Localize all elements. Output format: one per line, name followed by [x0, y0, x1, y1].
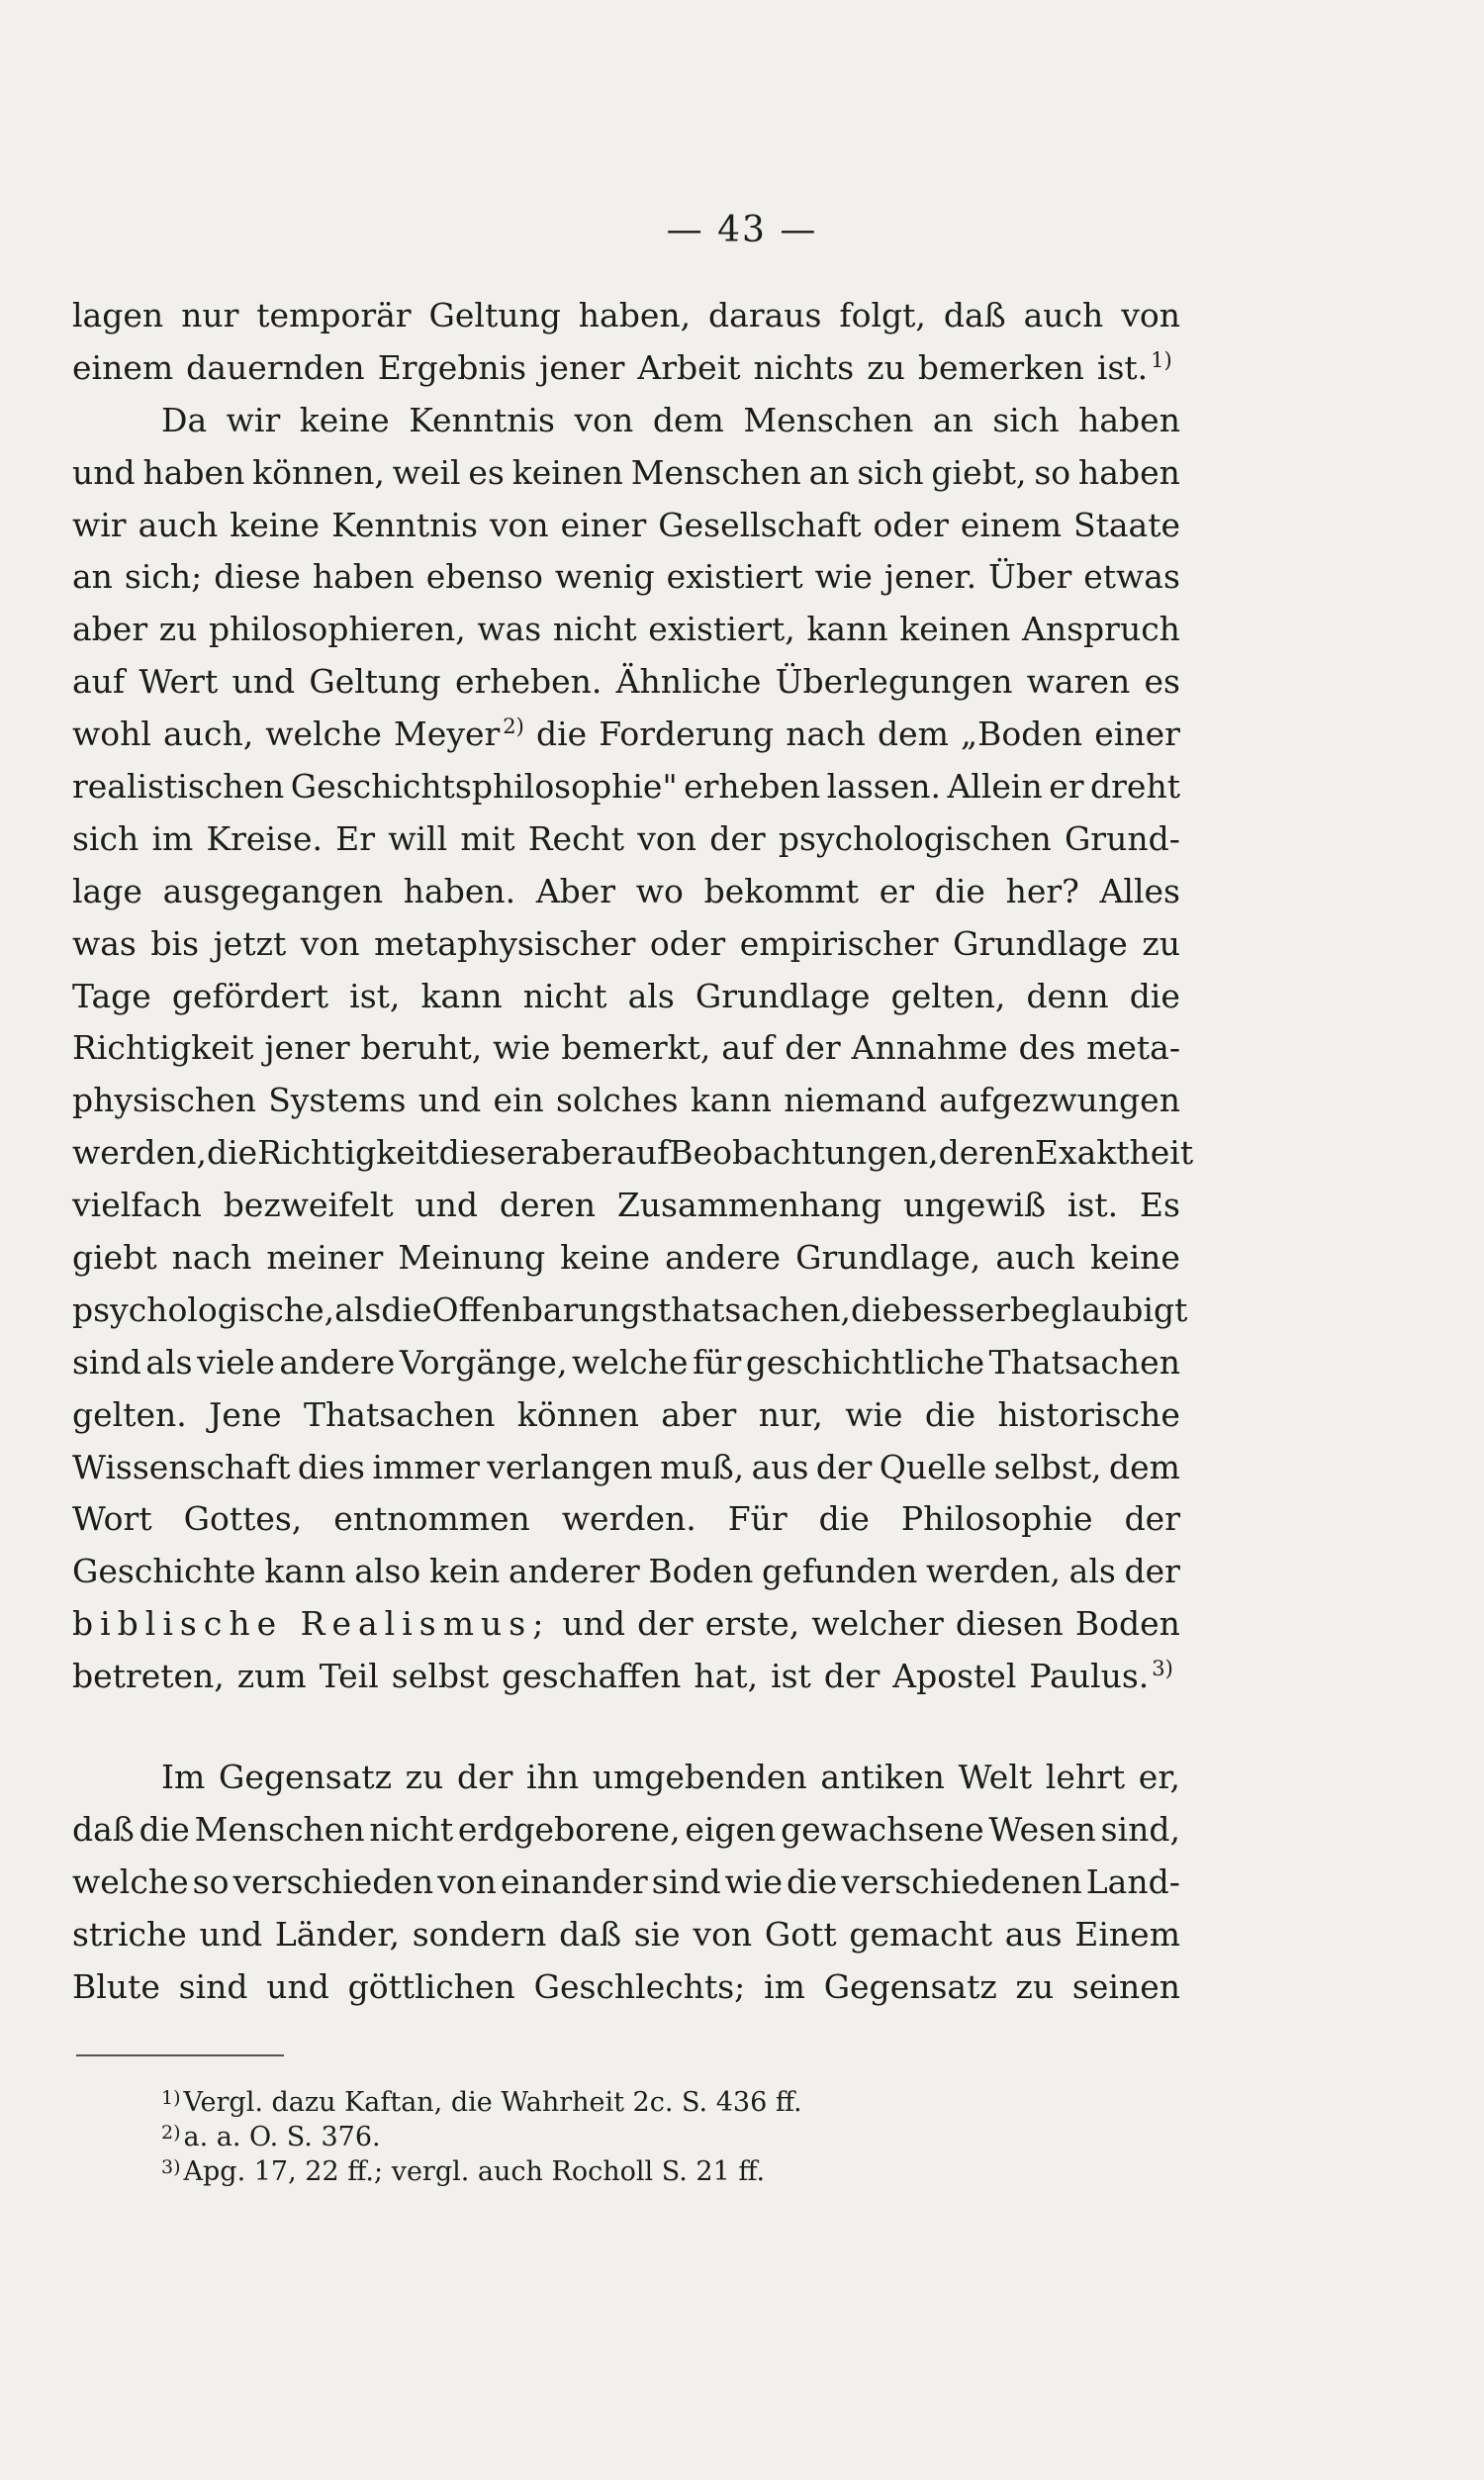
text-line: Wort Gottes, entnommen werden. Für die Philosophie der — [72, 1499, 1180, 1539]
footnote-text: a. a. O. S. 376. — [183, 2122, 381, 2152]
paragraph — [72, 290, 1194, 1703]
footnote-reference: 2) — [503, 715, 524, 739]
footnote-reference: 3) — [1152, 1657, 1173, 1681]
emphasized-text: biblische Realismus; — [72, 1604, 551, 1644]
text-line: giebt nach meiner Meinung keine andere Grundlage, auch keine — [72, 1238, 1180, 1278]
footnote-reference: 1) — [1151, 347, 1172, 372]
footnote-text: Apg. 17, 22 ff.; vergl. auch Rocholl S. 21 ff. — [183, 2156, 766, 2187]
text-line: lagen nur temporär Geltung haben, daraus folgt, daß auch von — [72, 296, 1180, 334]
text-line: wir auch keine Kenntnis von einer Gesellschaft oder einem Staate — [72, 505, 1180, 544]
footnote — [161, 2085, 1151, 2120]
text-line: an sich; diese haben ebenso wenig existiert wie jener. Über etwas — [72, 557, 1180, 597]
text-line: Wissenschaft dies immer verlangen muß, aus der Quelle selbst, dem — [72, 1447, 1180, 1486]
text-line: Richtigkeit jener beruht, wie bemerkt, auf der Annahme des meta- — [72, 1028, 1180, 1068]
text-line: Blute sind und göttlichen Geschlechts; im Gegensatz zu seinen — [72, 1966, 1180, 2006]
text-line: realistischen Geschichtsphilosophie" erheben lassen. Allein er dreht — [72, 767, 1180, 807]
text-line: biblische Realismus; und der erste, welcher diesen Boden — [72, 1598, 1180, 1651]
footnotes — [161, 2085, 1151, 2189]
text-line: vielfach bezweifelt und deren Zusammenhang ungewiß ist. Es — [72, 1186, 1180, 1225]
text-line: sind als viele andere Vorgänge, welche für geschichtliche Thatsachen — [72, 1342, 1180, 1382]
footnote-text: Vergl. dazu Kaftan, die Wahrheit 2c. S. 436 ff. — [183, 2087, 802, 2118]
text-line: und haben können, weil es keinen Menschen an sich giebt, so haben — [72, 452, 1180, 492]
text-line: sich im Kreise. Er will mit Recht von der psychologischen Grund- — [72, 818, 1180, 858]
text-line: wohl auch, welche Meyer $^{2)}$ die Forderung nach dem „Boden einer — [72, 715, 1180, 754]
paragraph — [72, 1752, 1180, 2013]
text-line: was bis jetzt von metaphysischer oder empirischer Grundlage zu — [72, 923, 1180, 963]
footnote — [161, 2154, 1151, 2189]
text-line: auf Wert und Geltung erheben. Ähnliche Überlegungen waren es — [72, 662, 1180, 702]
footnote — [161, 2120, 1151, 2154]
text-line: Im Gegensatz zu der ihn umgebenden antiken Welt lehrt er, — [161, 1758, 1180, 1796]
footnote-mark: 1) — [161, 2087, 181, 2109]
text-line: einem dauernden Ergebnis jener Arbeit nichts zu bemerken ist. $^{1)}$ — [72, 347, 1172, 387]
text-line: welche so verschieden von einander sind wie die verschiedenen Land- — [72, 1861, 1180, 1901]
text-line: werden, die Richtigkeit dieser aber auf Beobachtungen, deren Exaktheit — [72, 1133, 1194, 1173]
text-line: physischen Systems und ein solches kann niemand aufgezwungen — [72, 1081, 1180, 1120]
text-line: lage ausgegangen haben. Aber wo bekommt er die her? Alles — [72, 871, 1180, 910]
text-line: psychologische, als die Offenbarungsthatsachen, die besser beglaubigt — [72, 1289, 1188, 1329]
text-line: betreten, zum Teil selbst geschaffen hat, ist der Apostel Paulus. $^{3)}$ — [72, 1657, 1173, 1696]
footnote-divider — [76, 2054, 284, 2056]
text-line: Tage gefördert ist, kann nicht als Grundlage gelten, denn die — [72, 976, 1180, 1015]
text-line: Da wir keine Kenntnis von dem Menschen an sich haben — [161, 400, 1180, 439]
text-line: gelten. Jene Thatsachen können aber nur, wie die historische — [72, 1394, 1180, 1434]
text-line: Geschichte kann also kein anderer Boden gefunden werden, als der — [72, 1552, 1180, 1591]
text-line: striche und Länder, sondern daß sie von Gott gemacht aus Einem — [72, 1914, 1180, 1954]
text-line: aber zu philosophieren, was nicht existiert, kann keinen Anspruch — [72, 610, 1180, 649]
footnote-mark: 3) — [161, 2156, 181, 2178]
text-line: daß die Menschen nicht erdgeborene, eigen gewachsene Wesen sind, — [72, 1809, 1180, 1849]
footnote-mark: 2) — [161, 2122, 181, 2144]
page-number: — 43 — — [666, 210, 818, 250]
